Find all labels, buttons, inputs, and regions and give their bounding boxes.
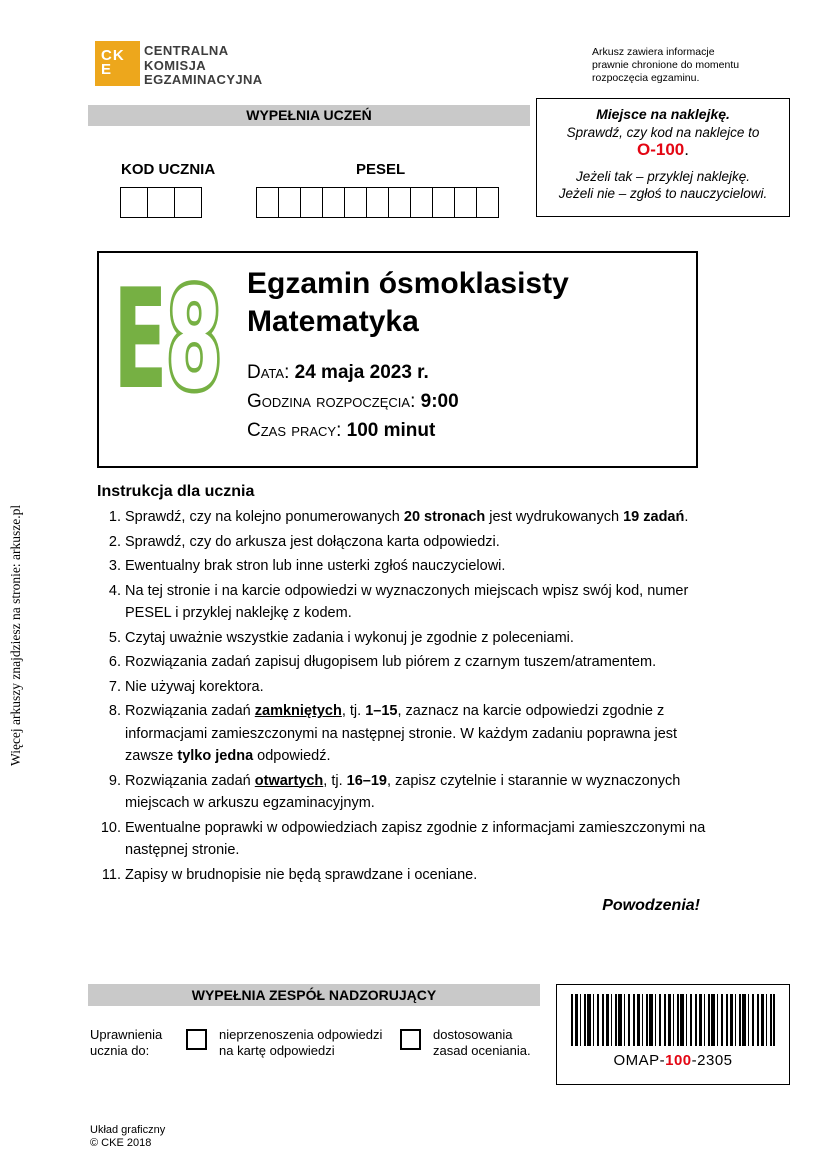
- sticker-box: [536, 98, 790, 217]
- fills-student-bar: [88, 105, 530, 126]
- instruction-item: 10. Ewentualne poprawki w odpowiedziach zapisz zgodnie z informacjami zamieszczonymi na następnej stronie.: [125, 817, 709, 862]
- sticker-code-line: O-100.: [637, 140, 689, 159]
- org-name: CENTRALNA KOMISJA EGZAMINACYJNA: [144, 43, 263, 87]
- kod-ucznia-cells: [120, 187, 201, 218]
- e8-logo-8: 8: [166, 258, 223, 421]
- sticker-no-line: Jeżeli nie – zgłoś to nauczycielowi.: [558, 186, 768, 201]
- good-luck-text: Powodzenia!: [602, 897, 700, 914]
- pesel-cell[interactable]: [256, 187, 279, 218]
- instruction-item: 9. Rozwiązania zadań otwartych, tj. 16–19, zapisz czytelnie i starannie w wyznaczonych miejscach w arkuszu egzaminacyjnym.: [125, 770, 709, 815]
- exam-start-time: Godzina rozpoczęcia: 9:00: [247, 391, 459, 412]
- sticker-yes-line: Jeżeli tak – przyklej naklejkę.: [575, 169, 751, 184]
- checkbox-dostosowania-label: dostosowania zasad oceniania.: [433, 1027, 531, 1058]
- kod-ucznia-cell[interactable]: [147, 187, 175, 218]
- legal-notice: Arkusz zawiera informacje prawnie chronione do momentu rozpoczęcia egzaminu.: [592, 46, 740, 84]
- barcode-code-number: 100: [665, 1052, 692, 1069]
- pesel-cell[interactable]: [344, 187, 367, 218]
- e8-logo: [113, 258, 233, 421]
- instruction-item: 2. Sprawdź, czy do arkusza jest dołączona karta odpowiedzi.: [125, 531, 709, 554]
- sticker-title: Miejsce na naklejkę.: [596, 106, 730, 122]
- checkbox-dostosowania[interactable]: [400, 1029, 421, 1050]
- exam-meta: [247, 358, 569, 445]
- title-box: [97, 251, 698, 468]
- barcode-image: [571, 994, 775, 1046]
- rights-label: Uprawnienia ucznia do:: [90, 1027, 163, 1058]
- pesel-cell[interactable]: [278, 187, 301, 218]
- pesel-cells: [256, 187, 498, 218]
- instruction-item: 3. Ewentualny brak stron lub inne usterki zgłoś nauczycielowi.: [125, 555, 709, 578]
- pesel-label: PESEL: [356, 161, 406, 178]
- instruction-item: 11. Zapisy w brudnopisie nie będą sprawdzane i oceniane.: [125, 864, 709, 887]
- exam-duration: Czas pracy: 100 minut: [247, 420, 436, 441]
- exam-title-line2: Matematyka: [247, 305, 419, 338]
- pesel-cell[interactable]: [476, 187, 499, 218]
- e8-logo-e: E: [113, 258, 168, 421]
- instruction-item: 8. Rozwiązania zadań zamkniętych, tj. 1–15, zaznacz na karcie odpowiedzi zgodnie z informacjami zamieszczonymi na następnej stronie. W każdym zadaniu poprawna jest zawsze tylko jedna odpowiedź.: [125, 700, 709, 768]
- side-note: Więcej arkuszy znajdziesz na stronie: arkusze.pl: [8, 504, 23, 766]
- pesel-cell[interactable]: [300, 187, 323, 218]
- barcode-text: OMAP-100-2305: [613, 1052, 733, 1069]
- instructions-heading: Instrukcja dla ucznia: [97, 483, 255, 500]
- sticker-check-line: Sprawdź, czy kod na naklejce to: [566, 125, 760, 140]
- kod-ucznia-cell[interactable]: [120, 187, 148, 218]
- title-content: [247, 265, 569, 445]
- kod-ucznia-label: KOD UCZNIA: [121, 161, 216, 178]
- barcode-box: [556, 984, 790, 1085]
- pesel-cell[interactable]: [322, 187, 345, 218]
- instruction-item: 1. Sprawdź, czy na kolejno ponumerowanych 20 stronach jest wydrukowanych 19 zadań.: [125, 506, 709, 529]
- instruction-item: 7. Nie używaj korektora.: [125, 676, 709, 699]
- instruction-item: 6. Rozwiązania zadań zapisuj długopisem lub piórem z czarnym tuszem/atramentem.: [125, 651, 709, 674]
- sticker-code: O-100: [637, 140, 685, 159]
- kod-ucznia-cell[interactable]: [174, 187, 202, 218]
- pesel-cell[interactable]: [388, 187, 411, 218]
- cke-logo: CK E: [95, 41, 140, 86]
- fills-supervisor-label: WYPEŁNIA ZESPÓŁ NADZORUJĄCY: [191, 987, 437, 1003]
- pesel-cell[interactable]: [454, 187, 477, 218]
- fills-student-label: WYPEŁNIA UCZEŃ: [246, 107, 372, 123]
- exam-date: Data: 24 maja 2023 r.: [247, 362, 429, 383]
- pesel-cell[interactable]: [432, 187, 455, 218]
- instruction-item: 5. Czytaj uważnie wszystkie zadania i wykonuj je zgodnie z poleceniami.: [125, 627, 709, 650]
- checkbox-nieprzenoszenia-label: nieprzenoszenia odpowiedzi na kartę odpowiedzi: [219, 1027, 383, 1058]
- pesel-cell[interactable]: [410, 187, 433, 218]
- cke-logo-text: CK: [101, 47, 125, 64]
- checkbox-nieprzenoszenia[interactable]: [186, 1029, 207, 1050]
- exam-title-line1: Egzamin ósmoklasisty: [247, 267, 569, 300]
- fills-supervisor-bar: [88, 984, 540, 1006]
- footer: Układ graficzny © CKE 2018: [90, 1124, 166, 1149]
- instructions-list: [97, 506, 709, 888]
- instruction-item: 4. Na tej stronie i na karcie odpowiedzi w wyznaczonych miejscach wpisz swój kod, numer PESEL i przyklej naklejkę z kodem.: [125, 580, 709, 625]
- pesel-cell[interactable]: [366, 187, 389, 218]
